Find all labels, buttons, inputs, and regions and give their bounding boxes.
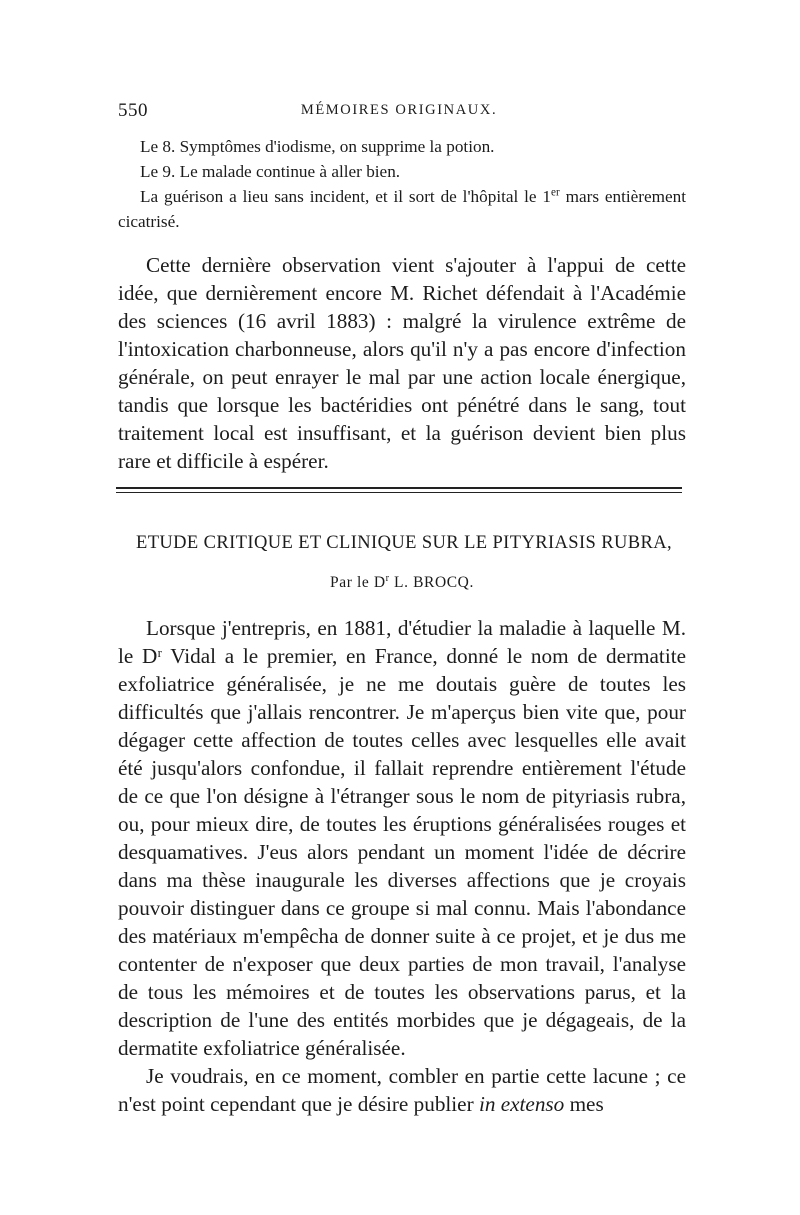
article-title: ETUDE CRITIQUE ET CLINIQUE SUR LE PITYRIASIS RUBRA, [136,533,672,553]
article-byline: Par le $D^r$ L. BROCQ. [330,572,474,591]
case-note-line: La guérison a lieu sans incident, et il sort de l'hôpital le 1er mars entièrement cicatrisé. [118,186,686,231]
section-divider-bottom [116,492,682,493]
running-title: MÉMOIRES ORIGINAUX. [300,102,498,118]
case-note-line: Le 8. Symptômes d'iodisme, on supprime la potion. [140,137,495,156]
article-body [118,614,686,1118]
page-number: 550 [118,100,148,121]
page-header [118,100,680,124]
section-divider-top [116,487,682,489]
case-notes [118,134,686,234]
case-note-line: Le 9. Le malade continue à aller bien. [140,162,401,181]
article-paragraph-2: Je voudrais, en ce moment, combler en partie cette lacune ; ce n'est point cependant que je désire publier in extenso mes [118,1064,686,1116]
conclusion-section [118,251,686,475]
article-paragraph-1: Lorsque j'entrepris, en 1881, d'étudier la maladie à laquelle M. le Dʳ Vidal a le premier, en France, donné le nom de dermatite exfoliatrice généralisée, je ne me doutais guère de toutes les difficultés que j'allais rencontrer. Je m'aperçus bien vite que, pour dégager cette affection de toutes celles avec lesquelles elle avait été jusqu'alors confondue, il fallait reprendre entièrement l'étude de ce que l'on désigne à l'étranger sous le nom de pityriasis rubra, ou, pour mieux dire, de toutes les éruptions généralisées rouges et desquamatives. J'eus alors pendant un moment l'idée de décrire dans ma thèse inaugurale les diverses affections que je croyais pouvoir distinguer dans ce groupe si mal connu. Mais l'abondance des matériaux m'empêcha de donner suite à ce projet, et je dus me contenter de n'exposer que deux parties de mon travail, l'analyse de tous les mémoires et de toutes les observations parus, et la description de l'une des entités morbides que je dégageais, de la dermatite exfoliatrice généralisée. [118,616,686,1060]
conclusion-paragraph: Cette dernière observation vient s'ajouter à l'appui de cette idée, que dernièrement encore M. Richet défendait à l'Académie des sciences (16 avril 1883) : malgré la virulence extrême de l'intoxication charbonneuse, alors qu'il n'y a pas encore d'infection générale, on peut enrayer le mal par une action locale énergique, tandis que lorsque les bactéridies ont pénétré dans le sang, tout traitement local est insuffisant, et la guérison devient bien plus rare et difficile à espérer. [118,253,686,473]
